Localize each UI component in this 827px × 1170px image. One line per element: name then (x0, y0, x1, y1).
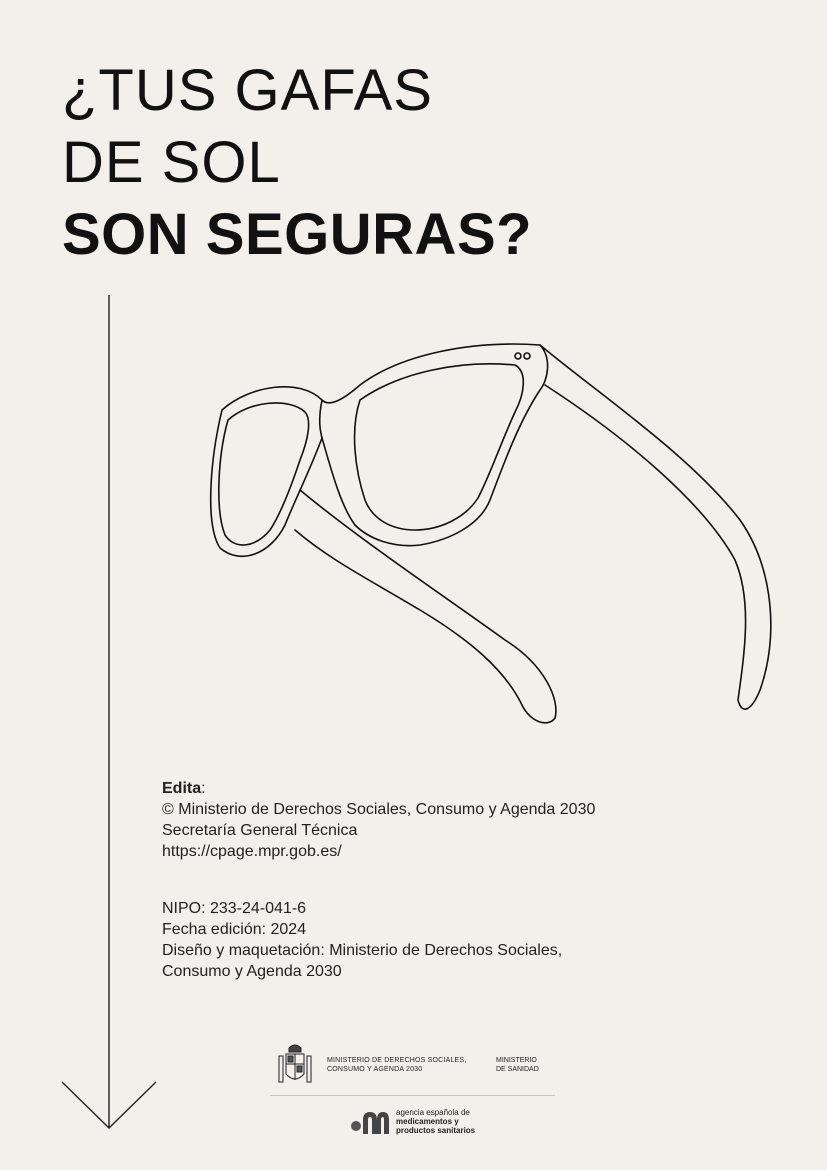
logo-divider (270, 1095, 555, 1096)
coat-of-arms-icon (275, 1042, 315, 1088)
ministry1-line2: CONSUMO Y AGENDA 2030 (327, 1066, 423, 1073)
ministry1-line1: MINISTERIO DE DERECHOS SOCIALES, (327, 1057, 467, 1064)
aemps-line3: productos sanitarios (396, 1126, 476, 1135)
logos-footer (270, 1040, 560, 1140)
title-line-3: SON SEGURAS? (62, 202, 533, 267)
ministry-health-name (496, 1056, 539, 1074)
ministry2-line2: DE SANIDAD (496, 1066, 539, 1073)
title-line-1: ¿TUS GAFAS (62, 58, 433, 123)
aemps-line1: agencia española de (396, 1108, 470, 1117)
aemps-mark-icon (350, 1108, 390, 1134)
edition-date-text: Fecha edición: 2024 (162, 921, 307, 938)
ministry-social-rights-name (327, 1056, 466, 1074)
nipo-text: NIPO: 233-24-041-6 (162, 900, 307, 917)
design-credit-line-1: Diseño y maquetación: Ministerio de Derechos Sociales, (162, 942, 563, 959)
publisher-url[interactable]: https://cpage.mpr.gob.es/ (162, 843, 342, 860)
publisher-text: © Ministerio de Derechos Sociales, Consumo y Agenda 2030 (162, 801, 596, 818)
edita-label: Edita (162, 780, 202, 797)
aemps-logo (350, 1106, 550, 1138)
aemps-name (396, 1108, 475, 1135)
title-line-2: DE SOL (62, 130, 281, 195)
edita-colon: : (201, 780, 206, 797)
department-text: Secretaría General Técnica (162, 822, 358, 839)
government-logo-row (270, 1040, 560, 1090)
ministry2-line1: MINISTERIO (496, 1057, 537, 1064)
design-credit-line-2: Consumo y Agenda 2030 (162, 963, 342, 980)
edita-line (162, 778, 595, 799)
aemps-line2: medicamentos y (396, 1117, 459, 1126)
credits-block (162, 778, 595, 982)
